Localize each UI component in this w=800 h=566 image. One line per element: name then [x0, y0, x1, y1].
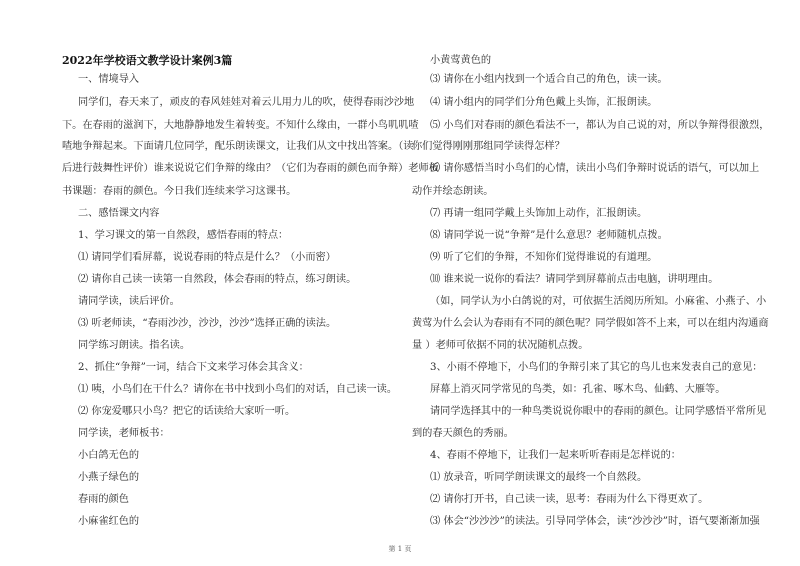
list-item: ⑴ 请同学们看屏幕，说说春雨的特点是什么？（小而密） [78, 252, 336, 263]
section-line: 3、小雨不停地下，小鸟们的争辩引来了其它的鸟儿也来发表自己的意见： [430, 362, 763, 373]
paragraph-line: （如，同学认为小白鸽说的对，可依据生活阅历所知。小麻雀、小燕子、小 [430, 296, 767, 307]
paragraph-line: 下。在春雨的滋润下，大地静静地发生着转变。不知什么缘由，一群小鸟叽叽喳 [62, 120, 419, 131]
list-item: ⑸ 小鸟们对春雨的颜色看法不一，都认为自己说的对，所以争辩得很激烈， [430, 120, 770, 131]
list-item: ⑴ 放录音，听同学朗读课文的最终一个自然段。 [430, 472, 648, 483]
list-item: ⑹ 请你感悟当时小鸟们的心情，读出小鸟们争辩时说话的语气，可以加上 [430, 163, 760, 174]
paragraph-line: 量 ）老师可依据不同的状况随机点拨。 [412, 340, 589, 351]
paragraph-line: 请同学选择其中的一种鸟类说说你眼中的春雨的颜色。让同学感悟平常所见 [430, 406, 767, 417]
list-item: ⑺ 再请一组同学戴上头饰加上动作，汇报朗读。 [430, 208, 648, 219]
paragraph-line: 同学练习朗读。指名读。 [78, 340, 191, 351]
board-line: 小白鸽无色的 [78, 450, 140, 461]
list-item: ⑵ 你宠爱哪只小鸟？把它的话读给大家听一听。 [78, 406, 296, 417]
heading-1: 一、情境导入 [78, 74, 140, 85]
board-line: 小燕子绿色的 [78, 472, 140, 483]
list-item: ⑷ 请小组内的同学们分角色戴上头饰，汇报朗读。 [430, 97, 658, 108]
list-item: ⑵ 请你打开书，自己读一读，思考：春雨为什么下得更欢了。 [430, 494, 709, 505]
list-item: ⑻ 请同学说一说“争辩”是什么意思？老师随机点拨。 [430, 230, 668, 241]
list-item: ⑼ 听了它们的争辩，不知你们觉得谁说的有道理。 [430, 252, 658, 263]
page-title: 2022年学校语文教学设计案例3篇 [62, 54, 233, 67]
list-item: ⑽ 谁来说一说你的看法？请同学到屏幕前点击电脑，讲明理由。 [430, 274, 719, 285]
paragraph-line: 动作并绘态朗读。 [412, 186, 494, 197]
list-item: ⑶ 听老师读，“春雨沙沙，沙沙，沙沙”选择正确的读法。 [78, 318, 337, 329]
board-line: 小麻雀红色的 [78, 516, 140, 527]
section-line: 4、春雨不停地下，让我们一起来听听春雨是怎样说的： [430, 450, 681, 461]
paragraph-line: 书课题：春雨的颜色。今日我们连续来学习这课书。 [62, 186, 297, 197]
paragraph-line: 喳地争辩起来。下面请几位同学，配乐朗读课文，让我们从文中找出答案。（读 [62, 141, 414, 152]
paragraph-line: 后进行鼓舞性评价）谁来说说它们争辩的缘由？（它们为春雨的颜色而争辩）老师板 [62, 163, 439, 174]
list-item: ⑶ 体会“沙沙沙”的读法。引导同学体会，读“沙沙沙”时，语气要渐渐加强 [430, 516, 760, 527]
paragraph-line: 黄莺为什么会认为春雨有不同的颜色呢？同学假如答不上来，可以在组内沟通商 [412, 318, 769, 329]
heading-2: 二、感悟课文内容 [78, 208, 160, 219]
paragraph-line: 屏幕上消灭同学常见的鸟类，如：孔雀、啄木鸟、仙鹤、大雁等。 [430, 384, 726, 395]
list-item: ⑶ 请你在小组内找到一个适合自己的角色，读一读。 [430, 74, 668, 85]
section-line: 1、学习课文的第一自然段，感悟春雨的特点： [78, 230, 289, 241]
section-line: 2、抓住“争辩”一词，结合下文来学习体会其含义： [78, 362, 309, 373]
paragraph-line: 同学们，春天来了，顽皮的春风娃娃对着云儿用力儿的吹，使得春雨沙沙地 [78, 97, 415, 108]
paragraph-line: 你们觉得刚刚那组同学读得怎样？ [412, 141, 565, 152]
board-line: 小黄莺黄色的 [430, 55, 492, 66]
list-item: ⑵ 请你自己读一读第一自然段，体会春雨的特点，练习朗读。 [78, 274, 357, 285]
board-line: 春雨的颜色 [78, 494, 129, 505]
paragraph-line: 请同学读，读后评价。 [78, 296, 180, 307]
paragraph-line: 同学读，老师板书： [78, 428, 170, 439]
list-item: ⑴ 咦，小鸟们在干什么？请你在书中找到小鸟们的对话，自己读一读。 [78, 384, 398, 395]
paragraph-line: 到的春天颜色的秀丽。 [412, 428, 514, 439]
page-number: 第 1 页 [388, 545, 412, 553]
